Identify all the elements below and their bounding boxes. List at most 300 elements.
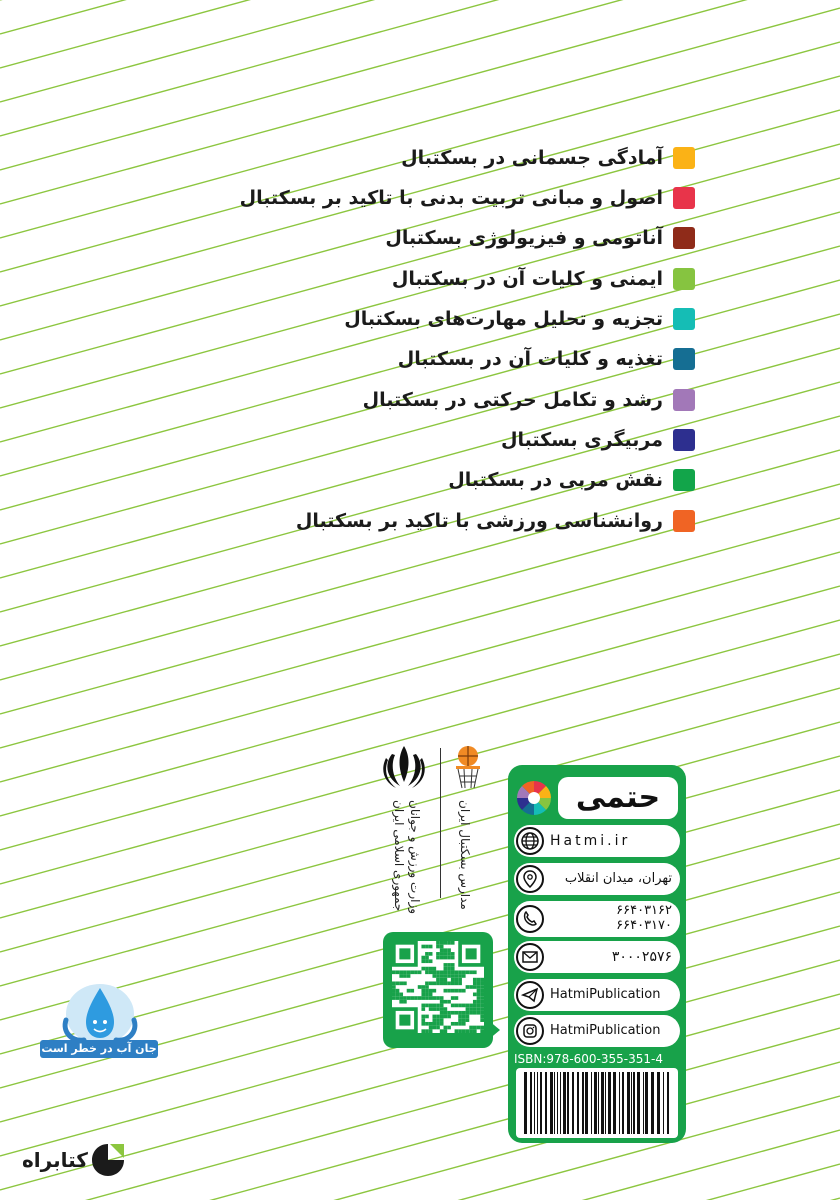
qr-module <box>425 945 429 949</box>
qr-module <box>480 1011 484 1015</box>
publisher-name: حتمی <box>575 780 661 815</box>
qr-module <box>440 945 444 949</box>
qr-module <box>421 967 425 971</box>
qr-module <box>455 978 459 982</box>
ketabrah-brand: کتابراه <box>22 1148 88 1172</box>
globe-icon <box>516 827 544 855</box>
qr-module <box>429 967 433 971</box>
telegram-handle: HatmiPublication <box>550 987 661 1002</box>
barcode-bar <box>577 1072 579 1134</box>
barcode-bar <box>608 1072 611 1134</box>
website-row[interactable] <box>514 825 680 857</box>
qr-module <box>429 970 433 974</box>
qr-module <box>447 1000 451 1004</box>
qr-module <box>440 996 444 1000</box>
qr-module <box>432 974 436 978</box>
qr-module <box>447 974 451 978</box>
qr-module <box>392 970 396 974</box>
qr-module <box>432 1015 436 1019</box>
qr-module <box>396 996 400 1000</box>
barcode-bar <box>622 1072 624 1134</box>
qr-module <box>451 989 455 993</box>
qr-module <box>444 989 448 993</box>
qr-module <box>425 1015 429 1019</box>
barcode-bar <box>598 1072 599 1134</box>
qr-module <box>455 981 459 985</box>
qr-module <box>477 1026 481 1030</box>
qr-module <box>458 1011 462 1015</box>
qr-module <box>477 1011 481 1015</box>
publisher-name-box <box>558 777 678 819</box>
qr-module <box>477 978 481 982</box>
qr-module <box>407 996 411 1000</box>
sms-row[interactable] <box>514 941 680 973</box>
publisher-logo <box>514 773 680 823</box>
qr-module <box>396 981 400 985</box>
barcode-bar <box>563 1072 566 1134</box>
qr-module <box>444 967 448 971</box>
qr-module <box>480 981 484 985</box>
qr-module <box>392 993 396 997</box>
qr-module <box>421 989 425 993</box>
barcode-bar <box>540 1072 542 1134</box>
address-row <box>514 863 680 895</box>
qr-module <box>392 985 396 989</box>
qr-module <box>425 989 429 993</box>
qr-module <box>480 985 484 989</box>
qr-module <box>399 948 410 959</box>
qr-module <box>444 1011 448 1015</box>
qr-module <box>462 1018 466 1022</box>
qr-module <box>455 989 459 993</box>
barcode-bar <box>601 1072 604 1134</box>
qr-module <box>425 985 429 989</box>
sponsor-logos <box>378 742 490 927</box>
book-item-9 <box>250 460 695 500</box>
telegram-row[interactable] <box>514 979 680 1011</box>
qr-module <box>455 974 459 978</box>
qr-module <box>425 952 429 956</box>
barcode-bar <box>663 1072 664 1134</box>
qr-module <box>436 952 440 956</box>
qr-module <box>447 967 451 971</box>
book-title: نقش مربی در بسکتبال <box>448 469 663 491</box>
qr-module <box>480 1026 484 1030</box>
qr-module <box>458 989 462 993</box>
qr-module <box>429 993 433 997</box>
qr-module <box>444 978 448 982</box>
qr-module <box>432 981 436 985</box>
qr-module <box>466 1015 470 1019</box>
qr-module <box>407 989 411 993</box>
barcode-bar <box>627 1072 630 1134</box>
qr-module <box>429 989 433 993</box>
qr-module <box>458 974 462 978</box>
qr-module <box>432 1026 436 1030</box>
qr-module <box>440 974 444 978</box>
sms-number: ۳۰۰۰۲۵۷۶ <box>611 949 672 965</box>
qr-module <box>436 996 440 1000</box>
qr-module <box>399 996 403 1000</box>
qr-module <box>440 1004 444 1008</box>
qr-module <box>403 981 407 985</box>
qr-module <box>429 959 433 963</box>
qr-module <box>436 1004 440 1008</box>
qr-module <box>462 1004 466 1008</box>
qr-module <box>447 952 451 956</box>
qr-module <box>462 1015 466 1019</box>
background-stripe <box>0 0 840 102</box>
qr-module <box>429 981 433 985</box>
qr-module <box>477 993 481 997</box>
barcode-bar <box>657 1072 660 1134</box>
qr-module <box>477 1007 481 1011</box>
barcode-bar <box>613 1072 616 1134</box>
qr-module <box>444 941 448 945</box>
barcode-bar <box>567 1072 569 1134</box>
qr-module <box>462 974 466 978</box>
book-title: تغذیه و کلیات آن در بسکتبال <box>397 348 663 370</box>
qr-module <box>440 1007 444 1011</box>
barcode-bar <box>530 1072 532 1134</box>
qr-module <box>469 1026 473 1030</box>
qr-module <box>425 956 429 960</box>
qr-module <box>447 1011 451 1015</box>
basketball-hoop-icon <box>452 744 484 792</box>
qr-module <box>451 981 455 985</box>
qr-module <box>436 981 440 985</box>
qr-module <box>477 989 481 993</box>
barcode <box>516 1068 678 1138</box>
book-item-7 <box>250 380 695 420</box>
book-color-swatch <box>673 348 695 370</box>
barcode-bar <box>631 1072 632 1134</box>
barcode-bar <box>537 1072 538 1134</box>
qr-module <box>425 996 429 1000</box>
qr-module <box>436 956 440 960</box>
government-label: جمهوری اسلامی ایران <box>392 800 406 912</box>
qr-module <box>407 974 411 978</box>
qr-module <box>477 996 481 1000</box>
qr-module <box>399 1000 403 1004</box>
qr-module <box>473 1026 477 1030</box>
qr-module <box>455 1029 459 1033</box>
qr-module <box>425 970 429 974</box>
qr-module <box>477 981 481 985</box>
qr-module <box>469 970 473 974</box>
website-text: Hatmi.ir <box>550 833 631 849</box>
qr-module <box>444 1015 448 1019</box>
qr-module <box>473 993 477 997</box>
book-item-10 <box>250 501 695 541</box>
barcode-bar <box>591 1072 592 1134</box>
qr-module <box>444 963 448 967</box>
background-stripe <box>0 0 840 68</box>
qr-module <box>451 967 455 971</box>
qr-module <box>440 981 444 985</box>
qr-module <box>410 970 414 974</box>
qr-module <box>440 956 444 960</box>
qr-code-pattern <box>392 941 484 1033</box>
book-title: تجزیه و تحلیل مهارت‌های بسکتبال <box>344 308 663 330</box>
qr-module <box>436 1015 440 1019</box>
book-title: آمادگی جسمانی در بسکتبال <box>401 147 663 169</box>
qr-module <box>466 1018 470 1022</box>
qr-module <box>421 985 425 989</box>
qr-module <box>458 970 462 974</box>
qr-module <box>473 1007 477 1011</box>
qr-module <box>444 952 448 956</box>
book-title: آناتومی و فیزیولوژی بسکتبال <box>385 227 663 249</box>
qr-module <box>477 1004 481 1008</box>
qr-module <box>466 1029 470 1033</box>
qr-module <box>473 970 477 974</box>
qr-module <box>425 1004 429 1008</box>
barcode-bar <box>651 1072 654 1134</box>
qr-module <box>444 1029 448 1033</box>
qr-module <box>466 1011 470 1015</box>
qr-module <box>407 970 411 974</box>
qr-module <box>458 978 462 982</box>
qr-module <box>403 1000 407 1004</box>
instagram-row[interactable] <box>514 1015 680 1047</box>
book-item-5 <box>250 299 695 339</box>
book-color-swatch <box>673 268 695 290</box>
instagram-handle: HatmiPublication <box>550 1023 661 1038</box>
qr-module <box>462 989 466 993</box>
book-color-swatch <box>673 227 695 249</box>
qr-module <box>447 1026 451 1030</box>
qr-module <box>429 945 433 949</box>
qr-module <box>421 956 425 960</box>
qr-module <box>451 1011 455 1015</box>
qr-module <box>473 978 477 982</box>
water-campaign-label: جان آب در خطر است <box>40 1040 158 1058</box>
qr-module <box>421 993 425 997</box>
qr-module <box>440 1015 444 1019</box>
qr-module <box>421 1015 425 1019</box>
qr-module <box>432 1007 436 1011</box>
qr-module <box>436 1007 440 1011</box>
qr-module <box>451 996 455 1000</box>
qr-module <box>444 956 448 960</box>
qr-module <box>444 1026 448 1030</box>
qr-module <box>425 967 429 971</box>
qr-module <box>440 1011 444 1015</box>
qr-module <box>399 1015 410 1026</box>
book-color-swatch <box>673 389 695 411</box>
qr-module <box>466 1007 470 1011</box>
qr-module <box>473 1029 477 1033</box>
qr-module <box>480 989 484 993</box>
qr-module <box>444 1007 448 1011</box>
qr-module <box>469 1004 473 1008</box>
ministry-label: وزارت ورزش و جوانان <box>408 800 422 915</box>
qr-module <box>432 996 436 1000</box>
qr-module <box>458 1022 462 1026</box>
qr-module <box>480 978 484 982</box>
barcode-bar <box>585 1072 588 1134</box>
qr-module <box>455 996 459 1000</box>
book-item-2 <box>239 178 695 218</box>
qr-module <box>466 1004 470 1008</box>
phone-number-2: ۶۶۴۰۳۱۷۰ <box>616 918 672 933</box>
book-item-4 <box>250 259 695 299</box>
qr-module <box>455 970 459 974</box>
qr-module <box>473 1011 477 1015</box>
qr-module <box>421 1022 425 1026</box>
barcode-bar <box>545 1072 547 1134</box>
qr-module <box>440 948 444 952</box>
book-color-swatch <box>673 510 695 532</box>
barcode-bar <box>534 1072 535 1134</box>
qr-module <box>432 1018 436 1022</box>
qr-module <box>403 974 407 978</box>
qr-module <box>451 1004 455 1008</box>
qr-module <box>480 1015 484 1019</box>
qr-module <box>440 1029 444 1033</box>
qr-module <box>403 970 407 974</box>
qr-module <box>421 1029 425 1033</box>
qr-module <box>444 974 448 978</box>
barcode-bar <box>582 1072 584 1134</box>
qr-module <box>469 1007 473 1011</box>
qr-module <box>462 970 466 974</box>
qr-module <box>473 981 477 985</box>
qr-module <box>451 952 455 956</box>
qr-module <box>469 1011 473 1015</box>
qr-module <box>480 996 484 1000</box>
qr-module <box>447 948 451 952</box>
instagram-icon <box>516 1017 544 1045</box>
qr-module <box>421 1007 425 1011</box>
qr-module <box>429 1004 433 1008</box>
qr-module <box>429 1022 433 1026</box>
qr-module <box>429 1029 433 1033</box>
isbn-text: ISBN:978-600-355-351-4 <box>514 1052 663 1066</box>
qr-module <box>469 1029 473 1033</box>
qr-module <box>421 959 425 963</box>
qr-code[interactable] <box>383 932 493 1048</box>
qr-module <box>447 963 451 967</box>
logo-divider <box>440 748 441 898</box>
qr-module <box>480 1007 484 1011</box>
qr-module <box>458 1018 462 1022</box>
book-title: رشد و تکامل حرکتی در بسکتبال <box>362 389 663 411</box>
qr-module <box>399 970 403 974</box>
qr-module <box>447 970 451 974</box>
qr-module <box>440 952 444 956</box>
barcode-bar <box>619 1072 620 1134</box>
barcode-bar <box>560 1072 561 1134</box>
qr-module <box>436 978 440 982</box>
barcode-bar <box>557 1072 558 1134</box>
qr-module <box>480 1018 484 1022</box>
phone-number-1: ۶۶۴۰۳۱۶۲ <box>616 903 672 918</box>
qr-module <box>477 1000 481 1004</box>
qr-module <box>436 970 440 974</box>
qr-module <box>447 981 451 985</box>
qr-module <box>432 989 436 993</box>
qr-module <box>466 948 477 959</box>
qr-module <box>462 1022 466 1026</box>
qr-module <box>440 1018 444 1022</box>
qr-module <box>480 1000 484 1004</box>
barcode-bar <box>667 1072 669 1134</box>
qr-module <box>458 981 462 985</box>
qr-module <box>462 1029 466 1033</box>
qr-module <box>392 996 396 1000</box>
qr-module <box>462 1011 466 1015</box>
qr-module <box>432 967 436 971</box>
barcode-bar <box>637 1072 640 1134</box>
book-color-swatch <box>673 147 695 169</box>
qr-module <box>447 941 451 945</box>
qr-module <box>392 981 396 985</box>
barcode-bar <box>572 1072 574 1134</box>
qr-module <box>447 1015 451 1019</box>
qr-module <box>480 993 484 997</box>
book-color-swatch <box>673 429 695 451</box>
location-pin-icon <box>516 865 544 893</box>
phone-row[interactable] <box>514 901 680 937</box>
color-wheel-icon <box>514 778 554 818</box>
basketball-school-label: مدارس بسکتبال ایران <box>458 800 472 910</box>
qr-module <box>473 985 477 989</box>
qr-module <box>440 1000 444 1004</box>
background-stripe <box>0 0 840 34</box>
barcode-bar <box>554 1072 555 1134</box>
qr-module <box>444 970 448 974</box>
qr-module <box>440 1022 444 1026</box>
barcode-bar <box>550 1072 553 1134</box>
qr-module <box>436 974 440 978</box>
qr-module <box>480 1029 484 1033</box>
qr-module <box>429 1026 433 1030</box>
qr-module <box>410 989 414 993</box>
qr-module <box>469 985 473 989</box>
qr-module <box>425 993 429 997</box>
book-title: ایمنی و کلیات آن در بسکتبال <box>391 268 663 290</box>
qr-module <box>480 1004 484 1008</box>
qr-module <box>421 1018 425 1022</box>
qr-module <box>458 1029 462 1033</box>
qr-module <box>399 981 403 985</box>
qr-module <box>425 981 429 985</box>
book-color-swatch <box>673 308 695 330</box>
qr-module <box>444 1000 448 1004</box>
qr-module <box>440 941 444 945</box>
qr-module <box>425 959 429 963</box>
qr-module <box>399 993 403 997</box>
qr-module <box>451 941 455 945</box>
qr-module <box>421 1004 425 1008</box>
phone-icon <box>516 905 544 933</box>
ketabrah-logo-icon <box>88 1140 128 1180</box>
qr-module <box>447 989 451 993</box>
qr-module <box>451 978 455 982</box>
barcode-bars <box>516 1068 678 1138</box>
barcode-bar <box>643 1072 644 1134</box>
qr-module <box>466 985 470 989</box>
qr-module <box>473 1004 477 1008</box>
barcode-bar <box>594 1072 597 1134</box>
qr-module <box>440 978 444 982</box>
qr-module <box>418 970 422 974</box>
qr-module <box>455 1011 459 1015</box>
barcode-bar <box>645 1072 648 1134</box>
envelope-icon <box>516 943 544 971</box>
